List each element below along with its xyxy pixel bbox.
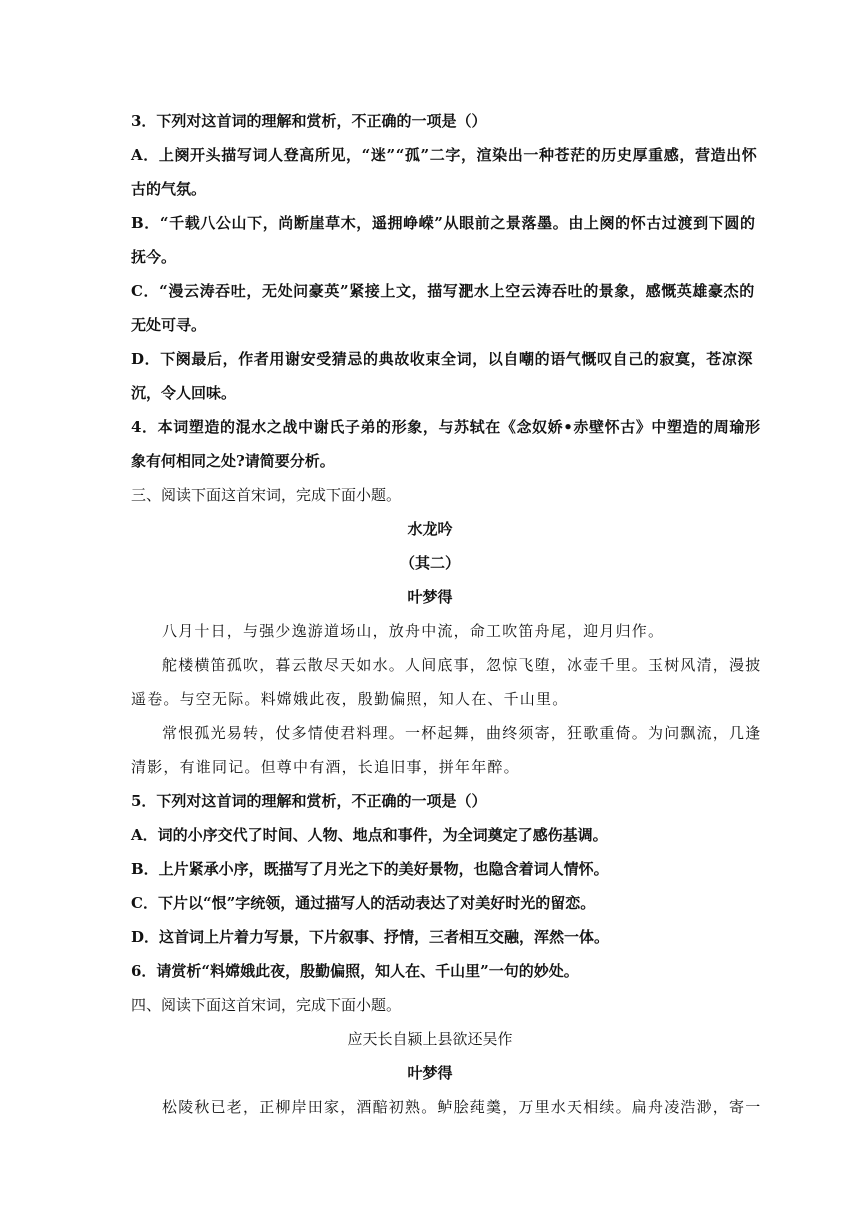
q3-option-a-line2: 古的气氛。	[131, 180, 207, 198]
q5-option-b: B．上片紧承小序，既描写了月光之下的美好景物，也隐含着词人情怀。	[131, 860, 609, 878]
poem3-title: 水龙吟	[407, 520, 453, 538]
poem3-stanza2-line2: 清影，有谁同记。但尊中有酒，长追旧事，拼年年醉。	[131, 758, 520, 776]
q5-option-a: A．词的小序交代了时间、人物、地点和事件，为全词奠定了感伤基调。	[131, 826, 608, 844]
q5-option-d: D．这首词上片着力写景，下片叙事、抒情，三者相互交融，浑然一体。	[131, 928, 610, 946]
poem4-author: 叶梦得	[407, 1064, 453, 1082]
section3-heading: 三、阅读下面这首宋词，完成下面小题。	[131, 486, 402, 504]
poem4-stanza1-line1: 松陵秋已老，正柳岸田家，酒醅初熟。鲈脍莼羹，万里水天相续。扁舟凌浩渺，寄一	[162, 1098, 762, 1116]
q3-option-b-line1: B．“千载八公山下，尚断崖草木，遥拥峥嵘”从眼前之景落墨。由上阕的怀古过渡到下圆的	[131, 214, 756, 232]
poem3-stanza1-line1: 舵楼横笛孤吹，暮云散尽天如水。人间底事，忽惊飞堕，冰壶千里。玉树风清，漫披	[162, 656, 762, 674]
poem3-stanza1-line2: 遥卷。与空无际。料嫦娥此夜，殷勤偏照，知人在、千山里。	[131, 690, 569, 708]
section4-heading: 四、阅读下面这首宋词，完成下面小题。	[131, 996, 402, 1014]
q4-stem-line2: 象有何相同之处?请简要分析。	[131, 452, 335, 470]
poem3-subtitle: （其二）	[399, 554, 460, 572]
q3-option-d-line2: 沉，令人回味。	[131, 384, 237, 402]
q3-option-c-line2: 无处可寻。	[131, 316, 207, 334]
q3-option-a-line1: A．上阕开头描写词人登高所见，“迷”“孤”二字，渲染出一种苍茫的历史厚重感，营造出怀	[131, 146, 758, 164]
q3-stem: 3．下列对这首词的理解和赏析，不正确的一项是（）	[131, 112, 487, 130]
q4-stem-line1: 4．本词塑造的混水之战中谢氏子弟的形象，与苏轼在《念奴娇•赤壁怀古》中塑造的周瑜形	[131, 418, 761, 436]
poem3-preface: 八月十日，与强少逸游道场山，放舟中流，命工吹笛舟尾，迎月归作。	[162, 622, 665, 640]
poem3-author: 叶梦得	[407, 588, 453, 606]
q3-option-d-line1: D．下阕最后，作者用谢安受猜忌的典故收束全词，以自嘲的语气慨叹自己的寂寞，苍凉深	[131, 350, 754, 368]
poem4-title: 应天长自颍上县欲还吴作	[347, 1030, 513, 1048]
poem3-stanza2-line1: 常恨孤光易转，仗多情使君料理。一杯起舞，曲终须寄，狂歌重倚。为问飘流，几逢	[162, 724, 762, 742]
q5-stem: 5．下列对这首词的理解和赏析，不正确的一项是（）	[131, 792, 487, 810]
q3-option-c-line1: C．“漫云涛吞吐，无处问豪英”紧接上文，描写淝水上空云涛吞吐的景象，感慨英雄豪杰的	[131, 282, 755, 300]
q6-stem: 6．请赏析“料嫦娥此夜，殷勤偏照，知人在、千山里”一句的妙处。	[131, 962, 579, 980]
q5-option-c: C．下片以“恨”字统领，通过描写人的活动表达了对美好时光的留恋。	[131, 894, 596, 912]
q3-option-b-line2: 抚今。	[131, 248, 177, 266]
